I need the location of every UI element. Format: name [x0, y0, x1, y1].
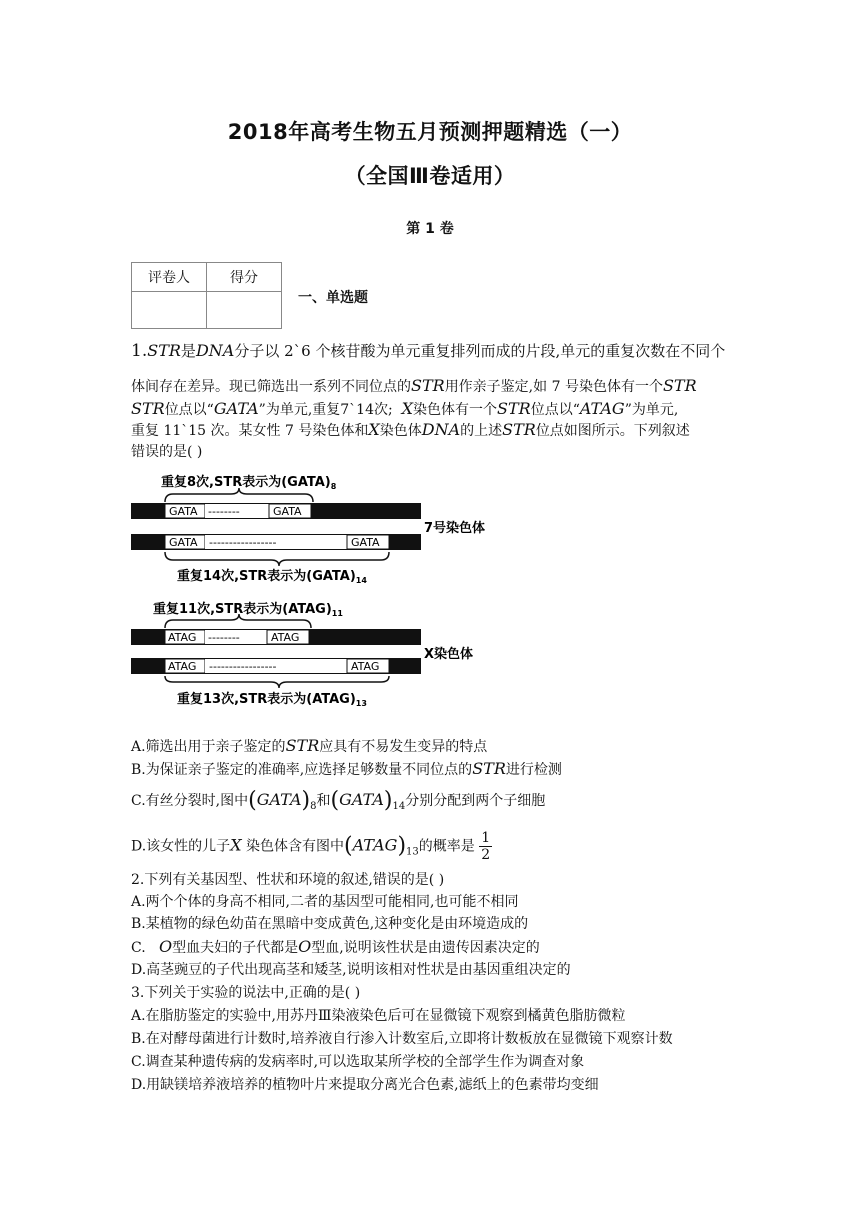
fraction-one-half: $\frac{1}{2}$	[481, 830, 491, 863]
page-subtitle: （全国Ⅲ卷适用）	[344, 164, 516, 188]
svg-text:GATA: GATA	[273, 505, 302, 518]
q3-stem: 3.下列关于实验的说法中,正确的是( )	[131, 985, 361, 1001]
q1-option-c: C.有丝分裂时,图中$(GATA)_8$和$(GATA)_{14}$分别分配到两个子细胞	[131, 788, 546, 813]
label-atag-11: 重复11次,STR表示为$(ATAG)_{11}$	[153, 602, 343, 618]
label-chromx: X染色体	[424, 647, 474, 662]
q1-line5: 错误的是( )	[131, 444, 203, 460]
label-gata-14: 重复14次,STR表示为$(GATA)_{14}$	[177, 569, 367, 585]
q2-option-c: C. O型血夫妇的子代都是O型血,说明该性状是由遗传因素决定的	[131, 937, 540, 956]
q1-line4: 重复 11`15 次。某女性 7 号染色体和X染色体DNA的上述STR位点如图所示。下列叙述	[131, 420, 690, 439]
label-chrom7: 7号染色体	[424, 521, 486, 536]
q3-option-b: B.在对酵母菌进行计数时,培养液自行渗入计数室后,立即将计数板放在显微镜下观察计数	[131, 1031, 673, 1047]
svg-text:GATA: GATA	[169, 505, 198, 518]
svg-text:-----------------: -----------------	[209, 660, 277, 673]
q3-option-d: D.用缺镁培养液培养的植物叶片来提取分离光合色素,滤纸上的色素带均变细	[131, 1077, 599, 1093]
q2-option-a: A.两个个体的身高不相同,二者的基因型可能相同,也可能不相同	[131, 894, 519, 910]
brace-bottom-1	[165, 552, 389, 566]
q3-option-c: C.调查某种遗传病的发病率时,可以选取某所学校的全部学生作为调查对象	[131, 1054, 585, 1070]
q2-option-b: B.某植物的绿色幼苗在黑暗中变成黄色,这种变化是由环境造成的	[131, 916, 529, 932]
brace-bottom-2	[165, 676, 389, 688]
q1-option-b: B.为保证亲子鉴定的准确率,应选择足够数量不同位点的STR进行检测	[131, 759, 562, 778]
q2-option-d: D.高茎豌豆的子代出现高茎和矮茎,说明该相对性状是由基因重组决定的	[131, 962, 571, 978]
q1-option-a: A.筛选出用于亲子鉴定的STR应具有不易发生变异的特点	[131, 736, 488, 755]
svg-text:ATAG: ATAG	[271, 631, 300, 644]
grader-cell	[132, 292, 207, 329]
svg-text:ATAG: ATAG	[168, 631, 197, 644]
svg-text:GATA: GATA	[169, 536, 198, 549]
q2-stem: 2.下列有关基因型、性状和环境的叙述,错误的是( )	[131, 872, 445, 888]
label-gata-8: 重复8次,STR表示为$(GATA)_8$	[161, 475, 337, 491]
grader-header: 评卷人	[132, 263, 207, 292]
svg-text:--------: --------	[208, 631, 240, 644]
svg-text:ATAG: ATAG	[168, 660, 197, 673]
svg-text:-----------------: -----------------	[209, 536, 277, 549]
score-table	[131, 262, 282, 329]
score-cell	[207, 292, 282, 329]
q1-line3: STR位点以“GATA”为单元,重复7`14次; X染色体有一个STR位点以“ATAG”为单元,	[131, 399, 679, 418]
svg-text:--------: --------	[208, 505, 240, 518]
str-diagram	[131, 468, 491, 708]
q1-option-d: D.该女性的儿子X 染色体含有图中$(ATAG)_{13}$的概率是 $\frac{1}{2}$	[131, 830, 491, 863]
svg-text:ATAG: ATAG	[351, 660, 380, 673]
label-atag-13: 重复13次,STR表示为$(ATAG)_{13}$	[177, 692, 367, 708]
score-header: 得分	[207, 263, 282, 292]
q1-line1: 1.STR是DNA分子以 2`6 个核苷酸为单元重复排列而成的片段,单元的重复次数在不同个	[131, 341, 726, 361]
page-title: 2018年高考生物五月预测押题精选（一）	[227, 120, 633, 144]
section-title: 一、单选题	[298, 290, 368, 306]
q3-option-a: A.在脂肪鉴定的实验中,用苏丹Ⅲ染液染色后可在显微镜下观察到橘黄色脂肪微粒	[131, 1008, 626, 1024]
svg-text:GATA: GATA	[351, 536, 380, 549]
q1-line2: 体间存在差异。现已筛选出一系列不同位点的STR用作亲子鉴定,如 7 号染色体有一个STR	[131, 376, 697, 395]
volume-label: 第 1 卷	[406, 221, 454, 237]
brace-top-1	[165, 488, 313, 502]
